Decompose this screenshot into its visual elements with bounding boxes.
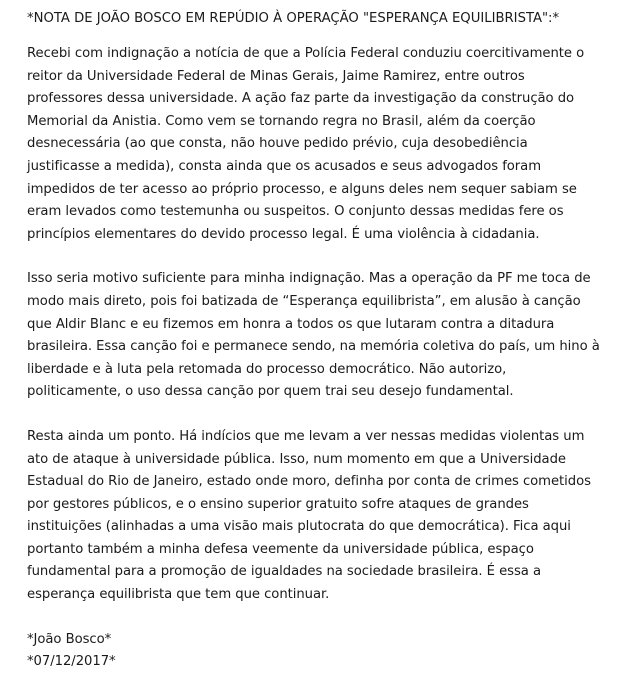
paragraph-line: portanto também a minha defesa veemente da universidade pública, espaço (27, 541, 534, 557)
paragraph-1 (27, 43, 627, 246)
note-title: *NOTA DE JOÃO BOSCO EM REPÚDIO À OPERAÇÃO "ESPERANÇA EQUILIBRISTA":* (27, 11, 560, 26)
paragraph-line: princípios elementares do devido processo legal. É uma violência à cidadania. (27, 226, 540, 242)
paragraph-line: Memorial da Anistia. Como vem se tornando regra no Brasil, além da coerção (27, 113, 536, 129)
paragraph-line: que Aldir Blanc e eu fizemos em honra a todos os que lutaram contra a ditadura (27, 316, 555, 332)
paragraph-line: desnecessária (ao que consta, não houve pedido prévio, cuja desobediência (27, 136, 528, 152)
spacer (27, 246, 627, 268)
paragraph-2 (27, 268, 627, 404)
spacer (27, 30, 627, 43)
paragraph-line: liberdade e à luta pela retomada do processo democrático. Não autorizo, (27, 361, 507, 377)
paragraph-line: por gestores públicos, e o ensino superior gratuito sofre ataques de grandes (27, 496, 529, 512)
signature-name: *João Bosco* (27, 631, 112, 647)
spacer (27, 404, 627, 426)
paragraph-line: reitor da Universidade Federal de Minas Gerais, Jaime Ramirez, entre outros (27, 68, 525, 84)
spacer (27, 607, 627, 629)
note-document (27, 8, 627, 674)
paragraph-line: eram levados como testemunha ou suspeitos. O conjunto dessas medidas fere os (27, 204, 564, 220)
paragraph-line: Isso seria motivo suficiente para minha indignação. Mas a operação da PF me toca de (27, 271, 591, 287)
signature-date: *07/12/2017* (27, 654, 116, 670)
paragraph-line: instituições (alinhadas a uma visão mais plutocrata do que democrática). Fica aqui (27, 519, 571, 535)
paragraph-line: modo mais direto, pois foi batizada de “Esperança equilibrista”, em alusão à canção (27, 293, 581, 309)
paragraph-3 (27, 426, 627, 607)
paragraph-line: Estadual do Rio de Janeiro, estado onde moro, definha por conta de crimes cometidos (27, 474, 591, 490)
paragraph-line: fundamental para a promoção de igualdades na sociedade brasileira. É essa a (27, 564, 541, 580)
paragraph-line: esperança equilibrista que tem que continuar. (27, 587, 330, 603)
paragraph-line: politicamente, o uso dessa canção por quem trai seu desejo fundamental. (27, 384, 514, 400)
paragraph-line: impedidos de ter acesso ao próprio processo, e alguns deles nem sequer sabiam se (27, 181, 577, 197)
paragraph-line: ato de ataque à universidade pública. Isso, num momento em que a Universidade (27, 451, 566, 467)
paragraph-line: brasileira. Essa canção foi e permanece sendo, na memória coletiva do país, um hino à (27, 339, 600, 355)
paragraph-line: justificasse a medida), consta ainda que os acusados e seus advogados foram (27, 158, 542, 174)
paragraph-line: Resta ainda um ponto. Há indícios que me levam a ver nessas medidas violentas um (27, 428, 585, 444)
signature-block (27, 629, 627, 674)
paragraph-line: professores dessa universidade. A ação faz parte da investigação da construção do (27, 91, 575, 107)
paragraph-line: Recebi com indignação a notícia de que a Polícia Federal conduziu coercitivamente o (27, 46, 585, 61)
